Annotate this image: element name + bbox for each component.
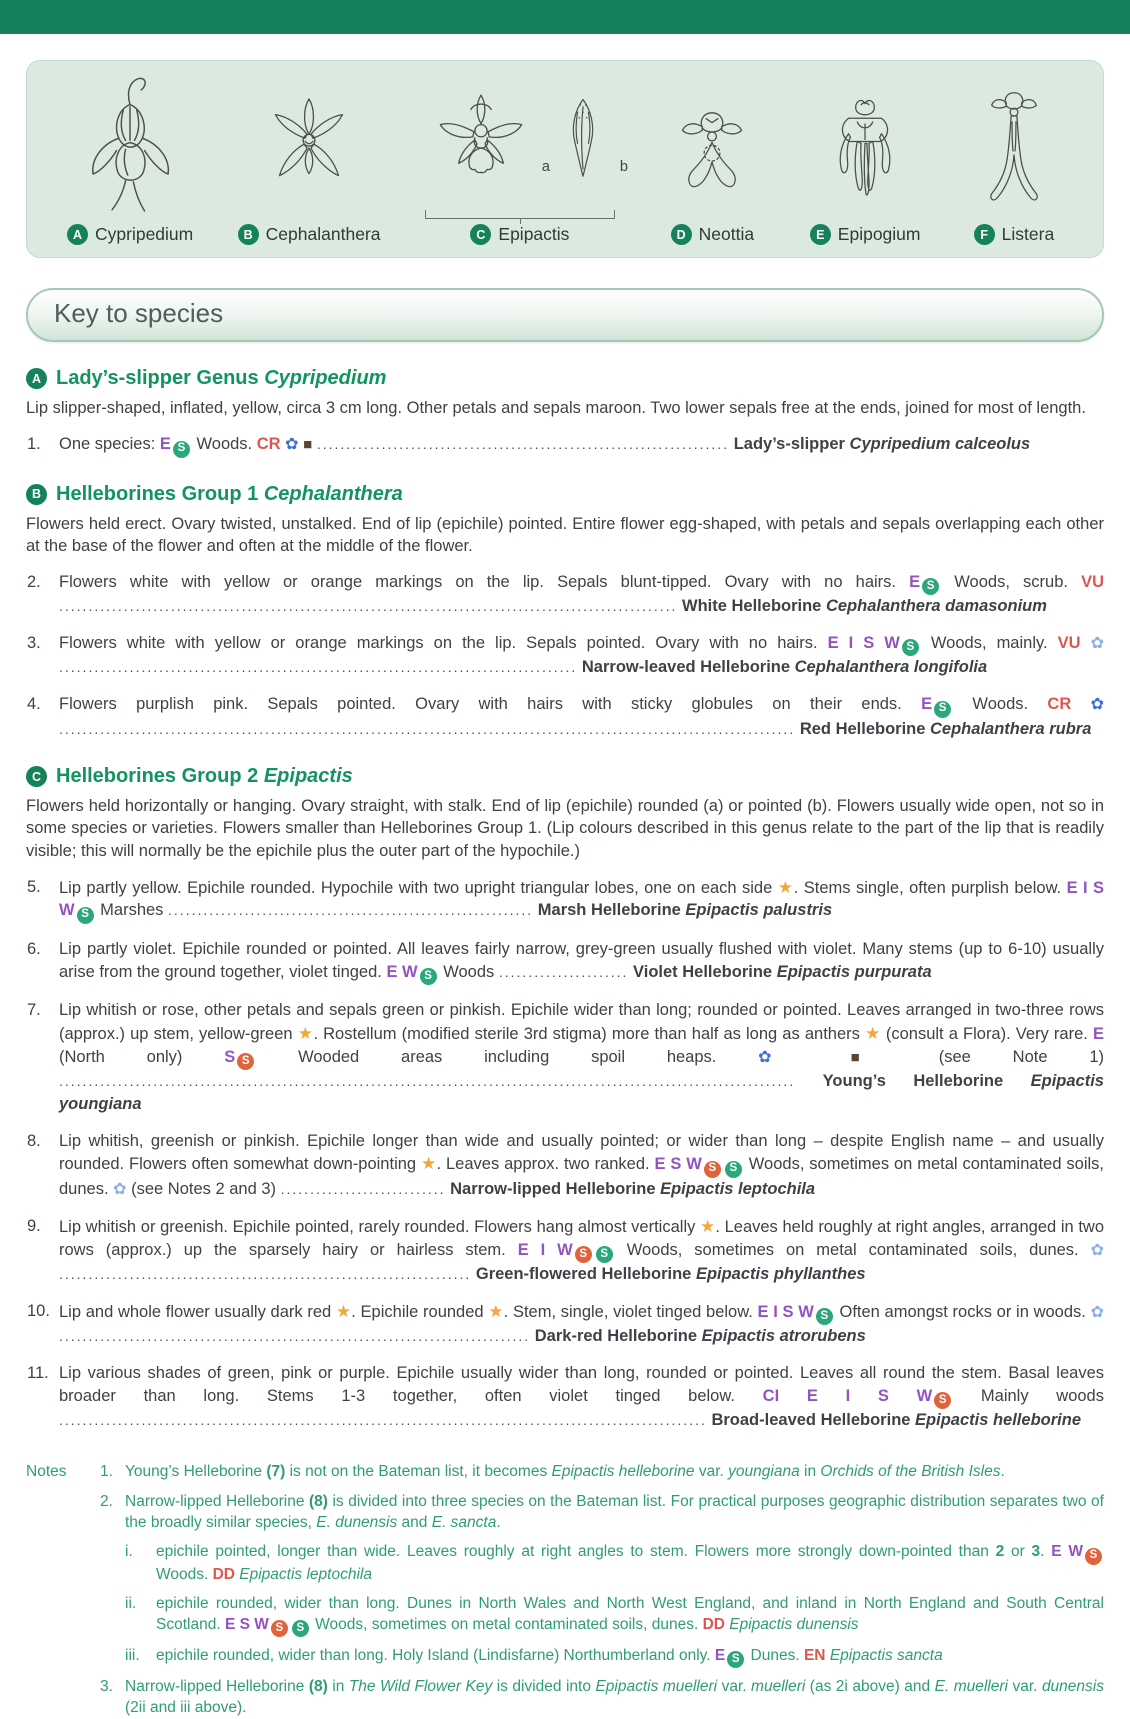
text: epichile rounded, wider than long. Holy Island (Lindisfarne) Northumberland only. — [156, 1647, 715, 1665]
figure-name: Cephalanthera — [265, 224, 381, 244]
text — [795, 1072, 822, 1090]
genus-name: Cypripedium — [264, 367, 387, 389]
note-subitem — [125, 1646, 1104, 1668]
text: Lip whitish or greenish. Epichile pointed, rarely rounded. Flowers hang almost vertically — [59, 1217, 701, 1236]
flower-light-icon: ✿ — [113, 1180, 127, 1198]
text: or — [1004, 1543, 1032, 1561]
scheduled-green-icon: S — [902, 639, 919, 656]
text: Wooded areas including spoil heaps. — [256, 1047, 759, 1066]
text: Dunes. — [746, 1647, 804, 1665]
note-subnumber: ii. — [125, 1595, 137, 1613]
region-letters: CI E I S W — [762, 1386, 933, 1405]
text: Lip and whole flower usually dark red — [59, 1302, 336, 1321]
text: Flowers white with yellow or orange markings on the lip. Sepals pointed. Ovary with no hairs. — [59, 633, 828, 652]
section-heading — [26, 765, 1104, 788]
scheduled-orange-icon: S — [237, 1053, 254, 1070]
text: . Stems single, often purplish below. — [793, 878, 1067, 897]
region-letters: E — [921, 695, 933, 714]
text: (consult a Flora). Very rare. — [880, 1024, 1093, 1043]
status-code: DD — [702, 1616, 725, 1634]
entry-number: 4. — [27, 695, 41, 714]
scheduled-orange-icon: S — [704, 1161, 721, 1178]
text: . Leaves held roughly at right angles, arranged in two rows (approx.) up the sparsely hairy or hairless stem. — [59, 1217, 1105, 1259]
figure-name: Neottia — [698, 224, 755, 244]
species-name: Epipactis palustris — [685, 901, 833, 920]
flower-light-icon: ✿ — [1090, 1241, 1104, 1259]
figure-label-epipactis — [470, 224, 569, 245]
note-italic: muelleri — [751, 1678, 806, 1696]
key-header-title: Key to species — [54, 298, 224, 328]
entry-number: 7. — [27, 1001, 41, 1020]
note-italic: dunensis — [1041, 1678, 1104, 1696]
text — [1071, 695, 1090, 713]
section-intro: Flowers held erect. Ovary twisted, unstalked. End of lip (epichile) pointed. Entire flower egg-shaped, with petals and sepals overlapping each other at the base of the flower and often at the middle of the flower. — [26, 514, 1104, 555]
scheduled-green-icon: S — [420, 968, 437, 985]
flower-icon: ✿ — [1090, 696, 1104, 714]
dot-leader: .............................................................................................................. — [59, 1412, 707, 1429]
scheduled-orange-icon: S — [1085, 1548, 1102, 1565]
text — [1081, 634, 1091, 652]
region-letters: E I S W — [59, 878, 1105, 920]
star-icon: ★ — [488, 1301, 504, 1321]
scheduled-green-icon: S — [934, 701, 951, 718]
section-title — [56, 367, 386, 390]
scheduled-green-icon: S — [725, 1161, 742, 1178]
figure-listera — [965, 83, 1063, 245]
common-name: Narrow-lipped Helleborine — [450, 1179, 661, 1198]
entry-number: 1. — [27, 435, 41, 454]
text: . Leaves approx. two ranked. — [436, 1155, 655, 1174]
note-italic: Epipactis sancta — [829, 1647, 943, 1665]
note-bold: 3 — [1031, 1543, 1041, 1561]
text: Often amongst rocks or in woods. — [834, 1302, 1091, 1321]
dot-leader: ......................................................................................................... — [59, 598, 678, 615]
note-subnumber: iii. — [125, 1647, 140, 1665]
common-name: White Helleborine — [682, 597, 826, 616]
section-title-text: Helleborines Group 1 — [56, 482, 264, 505]
section-heading — [26, 367, 1104, 390]
note-italic: Epipactis dunensis — [729, 1616, 859, 1634]
text: Woods — [438, 962, 499, 981]
region-letters: E S W — [654, 1155, 702, 1174]
note-bold: (7) — [266, 1463, 286, 1481]
common-name: Dark-red Helleborine — [534, 1327, 702, 1346]
species-name: Epipactis purpurata — [776, 962, 932, 981]
region-letters: E W — [386, 962, 418, 981]
figure-epipactis — [425, 85, 628, 245]
section-title-text: Lady’s-slipper Genus — [56, 367, 265, 389]
common-name: Green-flowered Helleborine — [475, 1265, 696, 1284]
text: Lip various shades of green, pink or purple. Epichile usually wider than long, rounded or pointed. Leaves all round the stem. Basal leaves broader than long. Stems 1-3 together, often violet tinged below. — [59, 1364, 1104, 1405]
figure-name: Cypripedium — [95, 224, 194, 244]
text: . Rostellum (modified sterile 3rd stigma) more than half as long as anthers — [313, 1024, 865, 1043]
cypripedium-drawing — [74, 73, 186, 219]
dot-leader: ................................................................................ — [59, 1328, 531, 1345]
text: . Stem, single, violet tinged below. — [503, 1302, 758, 1321]
text: in — [799, 1463, 821, 1481]
entry-number: 6. — [27, 939, 41, 958]
note-italic: Epipactis helleborine — [551, 1463, 695, 1481]
section-title — [56, 765, 353, 788]
note-italic: E. muelleri — [934, 1678, 1008, 1696]
note-subnumber: i. — [125, 1543, 133, 1561]
scheduled-green-icon: S — [922, 578, 939, 595]
text: Woods. — [156, 1565, 213, 1583]
figure-label-neottia — [671, 224, 754, 245]
status-code: VU — [1081, 572, 1105, 591]
note-italic: Epipactis leptochila — [239, 1565, 372, 1583]
sublabel-b: b — [619, 159, 628, 175]
star-icon: ★ — [700, 1216, 716, 1236]
letter-badge-d: D — [671, 224, 692, 245]
text: var. — [717, 1678, 752, 1696]
text: epichile rounded, wider than long. Dunes in North Wales and North West England, and inland in North England and South Central Scotland. — [156, 1595, 1104, 1634]
epipactis-b — [551, 87, 628, 207]
section-badge-a: A — [26, 368, 47, 389]
note-subitem — [125, 1594, 1104, 1637]
region-letters: E — [1092, 1024, 1104, 1043]
entry-number: 10. — [27, 1301, 50, 1320]
status-code: EN — [803, 1647, 826, 1665]
section-cypripedium — [26, 367, 1104, 458]
region-letters: E I S W — [827, 633, 900, 652]
dot-leader: ............................ — [280, 1180, 446, 1197]
note-bold: 2 — [995, 1543, 1005, 1561]
note-bold: (8) — [308, 1492, 328, 1510]
section-intro: Flowers held horizontally or hanging. Ovary straight, with stalk. End of lip (epichile) rounded (a) or pointed (b). Flowers usually wide open, not so in some species or varieties. Flowers smaller than Helleborines Group 1. (Lip colours described in this genus relate to the part of the lip that is readily visible; this will normally be the epichile plus the outer part of the hypochile.) — [26, 797, 1104, 860]
dot-leader: ...................................................................... — [59, 1266, 472, 1283]
dot-leader: ...................................................................... — [316, 436, 730, 453]
note-number: 3. — [100, 1678, 113, 1696]
text: Woods, scrub. — [941, 572, 1082, 591]
text: . — [496, 1513, 501, 1531]
key-entry — [26, 1300, 1104, 1348]
figure-epipogium — [810, 93, 921, 245]
common-name: Broad-leaved Helleborine — [711, 1411, 916, 1430]
key-entry — [26, 876, 1104, 924]
star-icon: ★ — [777, 877, 794, 897]
star-icon: ★ — [297, 1023, 314, 1043]
note-italic: Epipactis muelleri — [595, 1678, 718, 1696]
orchid-figure-panel — [26, 60, 1104, 258]
square-icon: ■ — [303, 436, 313, 454]
common-name: Young’s Helleborine — [822, 1072, 1031, 1091]
text: in — [327, 1678, 349, 1696]
text: Young’s Helleborine — [125, 1463, 267, 1481]
text: Woods. — [191, 435, 257, 454]
text: (as 2i above) and — [805, 1678, 935, 1696]
key-entry — [26, 632, 1104, 679]
region-letters: E I S W — [757, 1302, 814, 1321]
text: Lip whitish or rose, other petals and sepals green or pinkish. Epichile wider than long; rounded or pointed. Leaves arranged in two-three rows (approx.) up stem, yellow-green — [59, 1001, 1104, 1043]
key-entry — [26, 693, 1104, 740]
section-title-text: Helleborines Group 2 — [56, 765, 264, 788]
status-code: VU — [1057, 633, 1081, 652]
figure-label-listera — [974, 224, 1055, 245]
letter-badge-f: F — [974, 224, 995, 245]
key-content — [26, 367, 1104, 1719]
species-name: Cypripedium calceolus — [849, 435, 1031, 454]
neottia-drawing — [659, 101, 765, 219]
flower-icon: ✿ — [285, 436, 299, 454]
figure-cephalanthera — [238, 91, 381, 245]
scheduled-green-icon: S — [727, 1651, 744, 1668]
text: var. — [694, 1463, 729, 1481]
notes-body — [100, 1462, 1104, 1719]
epipactis-a — [425, 85, 550, 207]
text: Woods, sometimes on metal contaminated soils, dunes. — [310, 1616, 703, 1634]
common-name: Violet Helleborine — [633, 962, 777, 981]
species-name: Epipactis leptochila — [660, 1179, 816, 1198]
common-name: Red Helleborine — [799, 719, 931, 738]
notes-section — [26, 1462, 1104, 1719]
note-number: 2. — [100, 1492, 113, 1510]
dot-leader: .............................................................. — [168, 902, 534, 919]
text: Lip partly violet. Epichile rounded or pointed. All leaves fairly narrow, grey-green usually flushed with violet. Many stems (up to 6-10) usually arise from the ground together, violet tinged. — [59, 939, 1104, 981]
note-subitem — [125, 1542, 1104, 1585]
scheduled-green-icon: S — [77, 907, 94, 924]
scheduled-orange-icon: S — [575, 1246, 592, 1263]
section-heading — [26, 483, 1104, 506]
figure-name: Epipogium — [837, 224, 921, 244]
key-entry — [26, 571, 1104, 618]
figure-cypripedium — [67, 73, 193, 245]
figure-name: Epipactis — [498, 224, 570, 244]
note-italic: youngiana — [728, 1463, 800, 1481]
text: is divided into three species on the Bateman list. For practical purposes geographic distribution separates two of the broadly similar species, — [125, 1492, 1104, 1531]
top-green-bar — [0, 0, 1130, 34]
text: var. — [1007, 1678, 1042, 1696]
epipactis-rounded-drawing — [425, 85, 537, 207]
region-letters: E I W — [517, 1240, 573, 1259]
key-entry — [26, 999, 1104, 1116]
genus-name: Cephalanthera — [263, 482, 403, 505]
entry-list — [26, 876, 1104, 1432]
status-code: CR — [256, 435, 281, 454]
scheduled-orange-icon: S — [271, 1620, 288, 1637]
text: Flowers purplish pink. Sepals pointed. Ovary with hairs with sticky globules on their ends. — [59, 695, 922, 714]
scheduled-green-icon: S — [292, 1620, 309, 1637]
text: Woods, mainly. — [920, 633, 1058, 652]
note-italic: Orchids of the British Isles — [820, 1463, 1001, 1481]
section-cephalanthera — [26, 483, 1104, 741]
note-number: 1. — [100, 1463, 113, 1481]
key-entry — [26, 433, 1104, 457]
entry-number: 3. — [27, 633, 41, 652]
dot-leader: ............................................................................................................................. — [59, 1073, 796, 1090]
scheduled-green-icon: S — [816, 1308, 833, 1325]
text: Marshes — [95, 901, 169, 920]
note-bold: (8) — [308, 1678, 328, 1696]
square-icon: ■ — [850, 1048, 897, 1066]
region-letters: E — [714, 1647, 726, 1665]
letter-badge-a: A — [67, 224, 88, 245]
text: . — [1040, 1543, 1052, 1561]
text: Flowers white with yellow or orange markings on the lip. Sepals blunt-tipped. Ovary with no hairs. — [59, 572, 910, 591]
star-icon: ★ — [864, 1023, 881, 1043]
key-to-species-header — [26, 288, 1104, 342]
common-name: Lady’s-slipper — [733, 435, 850, 454]
note-item — [100, 1677, 1104, 1719]
text: . — [1000, 1463, 1005, 1481]
region-letters: S — [224, 1047, 236, 1066]
flower-icon: ✿ — [758, 1048, 809, 1066]
text: Narrow-lipped Helleborine — [125, 1492, 309, 1510]
scheduled-green-icon: S — [173, 441, 190, 458]
text: Woods. — [953, 695, 1048, 714]
text: (North only) — [59, 1047, 225, 1066]
notes-label: Notes — [26, 1463, 67, 1481]
dot-leader: ............................................................................................................................. — [59, 720, 796, 737]
figure-neottia — [659, 101, 765, 245]
text: (see Note 1) — [896, 1047, 1105, 1066]
species-name: Cephalanthera rubra — [930, 719, 1092, 738]
flower-light-icon: ✿ — [1090, 634, 1105, 652]
scheduled-green-icon: S — [596, 1246, 613, 1263]
common-name: Marsh Helleborine — [537, 901, 686, 920]
key-entry — [26, 1215, 1104, 1286]
figure-name: Listera — [1001, 224, 1055, 244]
status-code: CR — [1047, 695, 1072, 714]
section-badge-b: B — [26, 484, 47, 505]
epipactis-bracket — [425, 210, 615, 219]
entry-number: 5. — [27, 877, 41, 896]
listera-drawing — [965, 83, 1063, 219]
species-name: Epipactis youngiana — [59, 1072, 1104, 1113]
text: epichile pointed, longer than wide. Leaves roughly at right angles to stem. Flowers more strongly down-pointed than — [156, 1543, 996, 1561]
section-epipactis — [26, 765, 1104, 1432]
text: Lip partly yellow. Epichile rounded. Hypochile with two upright triangular lobes, one on each side — [59, 878, 778, 897]
region-letters: E — [159, 435, 171, 454]
sublabel-a: a — [541, 159, 550, 175]
text: is divided into — [492, 1678, 596, 1696]
star-icon: ★ — [420, 1154, 437, 1174]
region-letters: E S W — [224, 1616, 269, 1634]
text: Narrow-lipped Helleborine — [125, 1678, 309, 1696]
entry-number: 9. — [27, 1216, 41, 1235]
species-name: Epipactis helleborine — [915, 1411, 1081, 1430]
entry-number: 11. — [27, 1364, 49, 1383]
species-name: Epipactis atrorubens — [701, 1327, 866, 1346]
cephalanthera-drawing — [250, 91, 368, 219]
species-name: Epipactis phyllanthes — [695, 1265, 866, 1284]
flower-light-icon: ✿ — [1090, 1303, 1104, 1321]
entry-list — [26, 571, 1104, 741]
text: Mainly woods — [953, 1386, 1104, 1405]
text: is not on the Bateman list, it becomes — [285, 1463, 552, 1481]
dot-leader: ........................................................................................ — [59, 659, 578, 676]
entry-number: 2. — [27, 572, 41, 591]
text: . Epichile rounded — [351, 1302, 489, 1321]
text: (2ii and iii above). — [125, 1699, 247, 1717]
entry-list — [26, 433, 1104, 457]
common-name: Narrow-leaved Helleborine — [581, 658, 795, 677]
text: and — [397, 1513, 432, 1531]
key-entry — [26, 1362, 1104, 1432]
note-italic: E. dunensis — [316, 1513, 398, 1531]
text: (see Notes 2 and 3) — [126, 1179, 281, 1198]
text — [809, 1048, 851, 1066]
note-item — [100, 1492, 1104, 1534]
text: Woods, sometimes on metal contaminated soils, dunes. — [59, 1155, 1104, 1198]
key-entry — [26, 938, 1104, 985]
region-letters: E W — [1051, 1543, 1083, 1561]
epipogium-drawing — [813, 93, 917, 219]
figure-label-epipogium — [810, 224, 921, 245]
section-intro: Lip slipper-shaped, inflated, yellow, circa 3 cm long. Other petals and sepals maroon. Two lower sepals free at the ends, joined for most of length. — [26, 399, 1086, 417]
text: Woods, sometimes on metal contaminated soils, dunes. — [614, 1240, 1091, 1259]
section-title — [56, 483, 403, 506]
section-badge-c: C — [26, 766, 47, 787]
note-italic: E. sancta — [431, 1513, 497, 1531]
entry-number: 8. — [27, 1131, 41, 1150]
note-italic: The Wild Flower Key — [348, 1678, 493, 1696]
status-code: DD — [212, 1565, 235, 1583]
epipactis-pair — [425, 85, 628, 207]
letter-badge-b: B — [238, 224, 259, 245]
text: Lip whitish, greenish or pinkish. Epichile longer than wide and usually pointed; or wider than long – despite English name – and usually rounded. Flowers often somewhat down-pointing — [59, 1131, 1104, 1174]
region-letters: E — [909, 572, 921, 591]
letter-badge-e: E — [810, 224, 831, 245]
text: One species: — [59, 435, 160, 454]
species-name: Cephalanthera longifolia — [794, 658, 988, 677]
star-icon: ★ — [335, 1301, 352, 1321]
genus-name: Epipactis — [263, 765, 353, 788]
figure-label-cephalanthera — [238, 224, 381, 245]
note-item — [100, 1462, 1104, 1483]
epipactis-pointed-drawing — [551, 87, 615, 207]
scheduled-orange-icon: S — [934, 1392, 951, 1409]
dot-leader: ...................... — [498, 963, 629, 980]
letter-badge-c: C — [470, 224, 491, 245]
species-name: Cephalanthera damasonium — [825, 597, 1047, 616]
key-entry — [26, 1130, 1104, 1201]
figure-label-cypripedium — [67, 224, 193, 245]
